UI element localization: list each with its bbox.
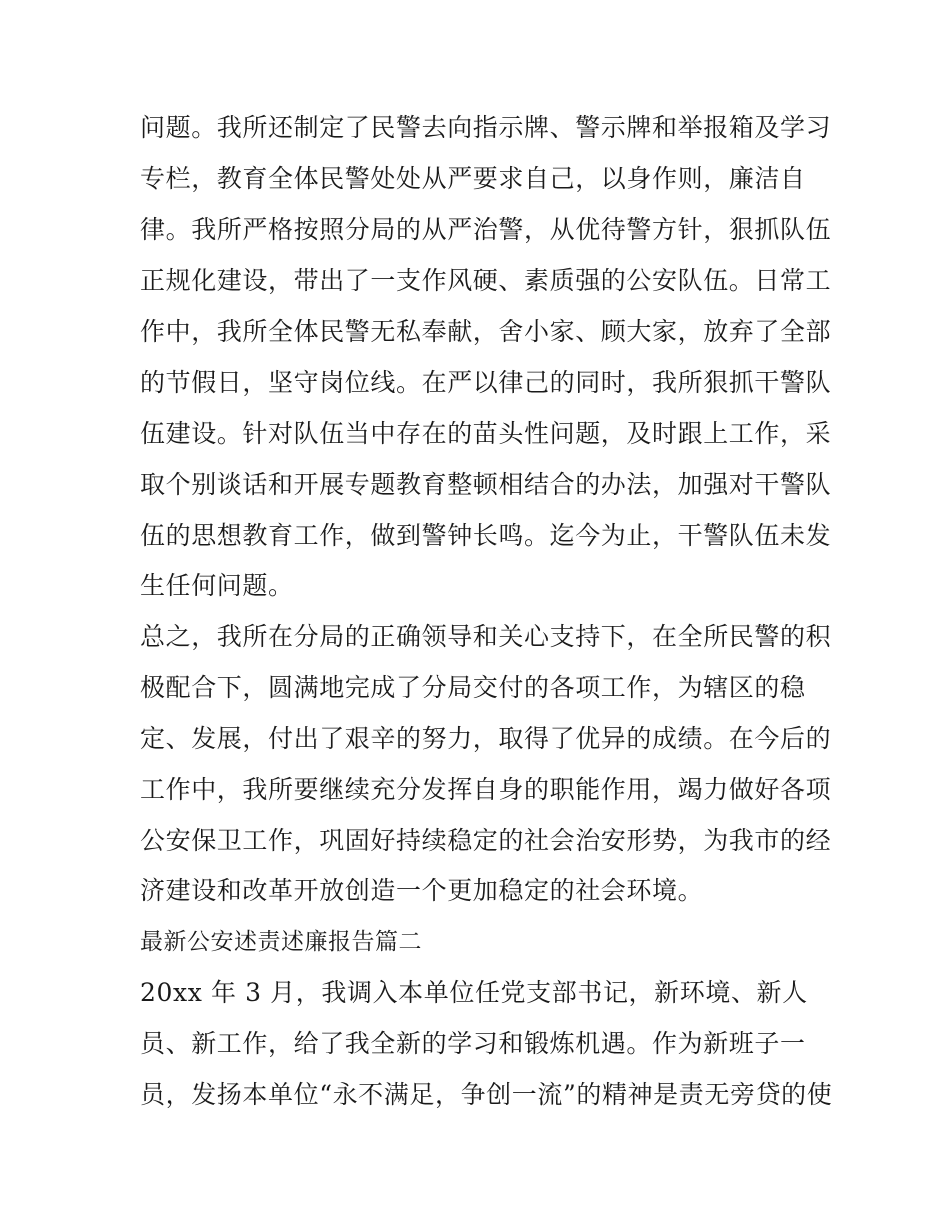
text-line: 济建设和改革开放创造一个更加稳定的社会环境。 [140, 876, 704, 905]
text-line: 定、发展，付出了艰辛的努力，取得了优异的成绩。在今后的 [140, 724, 832, 753]
text-line: 的节假日，坚守岗位线。在严以律己的同时，我所狠抓干警队 [140, 368, 832, 397]
text-line: 员、新工作，给了我全新的学习和锻炼机遇。作为新班子一 [140, 1029, 806, 1058]
text-line: 总之，我所在分局的正确领导和关心支持下，在全所民警的积 [140, 622, 832, 651]
text-line: 生任何问题。 [140, 571, 294, 600]
text-line: 员，发扬本单位“永不满足，争创一流”的精神是责无旁贷的使 [140, 1080, 833, 1109]
text-line: 正规化建设，带出了一支作风硬、素质强的公安队伍。日常工 [140, 266, 832, 295]
section-heading: 最新公安述责述廉报告篇二 [140, 929, 422, 955]
text-line: 伍建设。针对队伍当中存在的苗头性问题，及时跟上工作，采 [140, 419, 832, 448]
text-line: 律。我所严格按照分局的从严治警，从优待警方针，狠抓队伍 [140, 215, 832, 244]
text-line: 工作中，我所要继续充分发挥自身的职能作用，竭力做好各项 [140, 775, 832, 804]
text-line: 公安保卫工作，巩固好持续稳定的社会治安形势，为我市的经 [140, 826, 832, 855]
text-line: 作中，我所全体民警无私奉献，舍小家、顾大家，放弃了全部 [140, 317, 832, 346]
text-line: 伍的思想教育工作，做到警钟长鸣。迄今为止，干警队伍未发 [140, 521, 832, 550]
text-line: 20xx 年 3 月，我调入本单位任党支部书记，新环境、新人 [140, 978, 808, 1007]
text-line: 极配合下，圆满地完成了分局交付的各项工作，为辖区的稳 [140, 673, 806, 702]
text-line: 问题。我所还制定了民警去向指示牌、警示牌和举报箱及学习 [140, 113, 832, 142]
text-line: 专栏，教育全体民警处处从严要求自己，以身作则，廉洁自 [140, 164, 806, 193]
text-line: 取个别谈话和开展专题教育整顿相结合的办法，加强对干警队 [140, 470, 832, 499]
